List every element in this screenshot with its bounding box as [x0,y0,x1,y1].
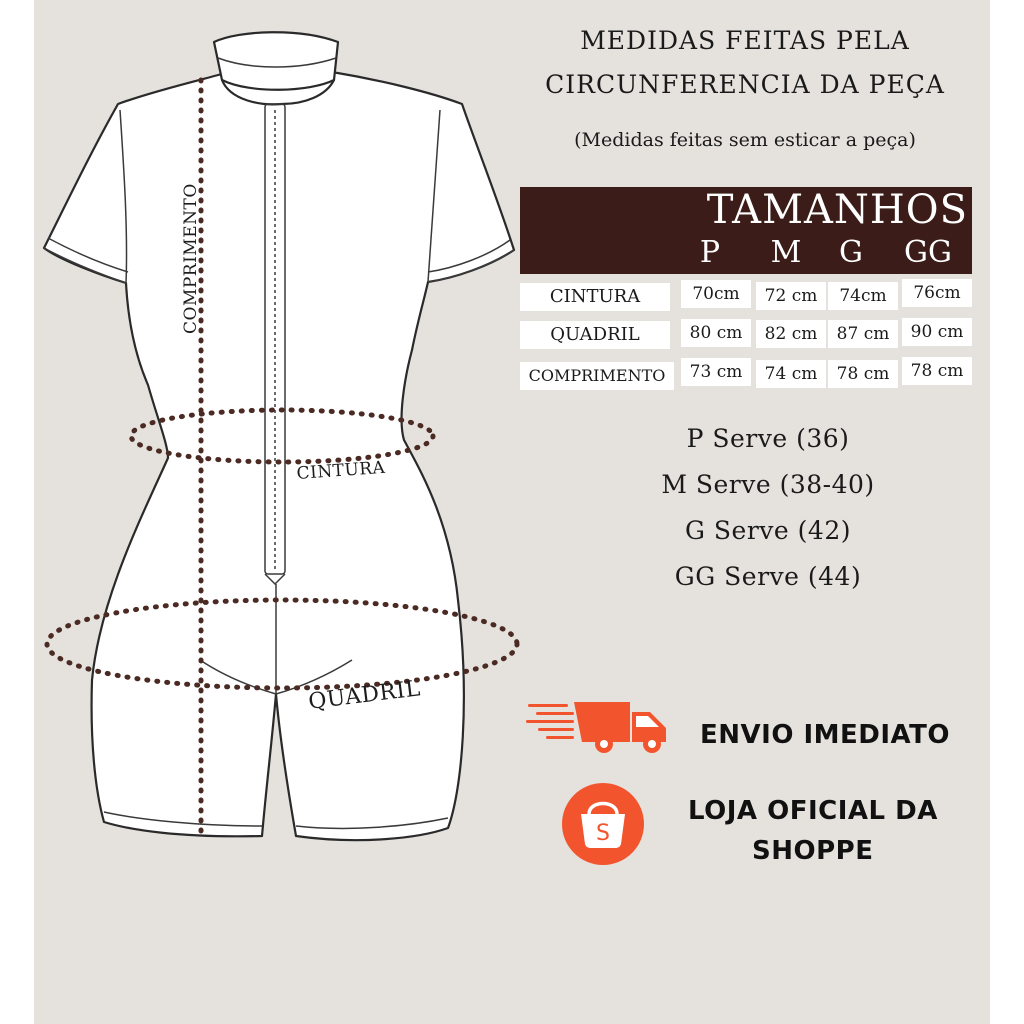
delivery-truck-icon [526,698,672,758]
table-cell: 73 cm [681,358,751,386]
size-g: G [839,235,863,270]
shopee-bag-icon [561,782,645,866]
table-cell: 87 cm [828,320,898,348]
table-cell: 78 cm [828,360,898,388]
table-cell: 82 cm [756,320,826,348]
serve-gg: GG Serve (44) [674,562,862,591]
table-cell: 78 cm [902,357,972,385]
row-label-cintura: CINTURA [520,283,670,311]
table-cell: 80 cm [681,319,751,347]
table-cell: 74 cm [756,360,826,388]
hip-label: QUADRIL [307,676,423,715]
store-badge-line-1: LOJA OFICIAL DA [688,796,938,826]
size-table-header [520,187,972,274]
table-cell: 72 cm [756,282,826,310]
table-cell: 70cm [681,280,751,308]
heading-line-2: CIRCUNFERENCIA DA PEÇA [545,70,945,99]
size-gg: GG [904,235,952,270]
waist-label: CINTURA [296,457,387,484]
length-label: COMPRIMENTO [181,183,201,334]
shipping-badge-label: ENVIO IMEDIATO [700,720,950,750]
table-cell: 90 cm [902,318,972,346]
size-table-title: TAMANHOS [706,187,968,233]
store-badge-line-2: SHOPPE [752,836,874,866]
heading-note: (Medidas feitas sem esticar a peça) [574,129,916,151]
table-cell: 74cm [828,282,898,310]
serve-g: G Serve (42) [685,516,851,545]
heading-line-1: MEDIDAS FEITAS PELA [580,26,910,55]
svg-text:S: S [596,821,610,846]
serve-p: P Serve (36) [686,424,850,453]
table-cell: 76cm [902,279,972,307]
serve-m: M Serve (38-40) [661,470,875,499]
row-label-quadril: QUADRIL [520,321,670,349]
size-m: M [770,235,802,270]
row-label-comprimento: COMPRIMENTO [520,362,674,390]
size-p: P [699,235,721,270]
